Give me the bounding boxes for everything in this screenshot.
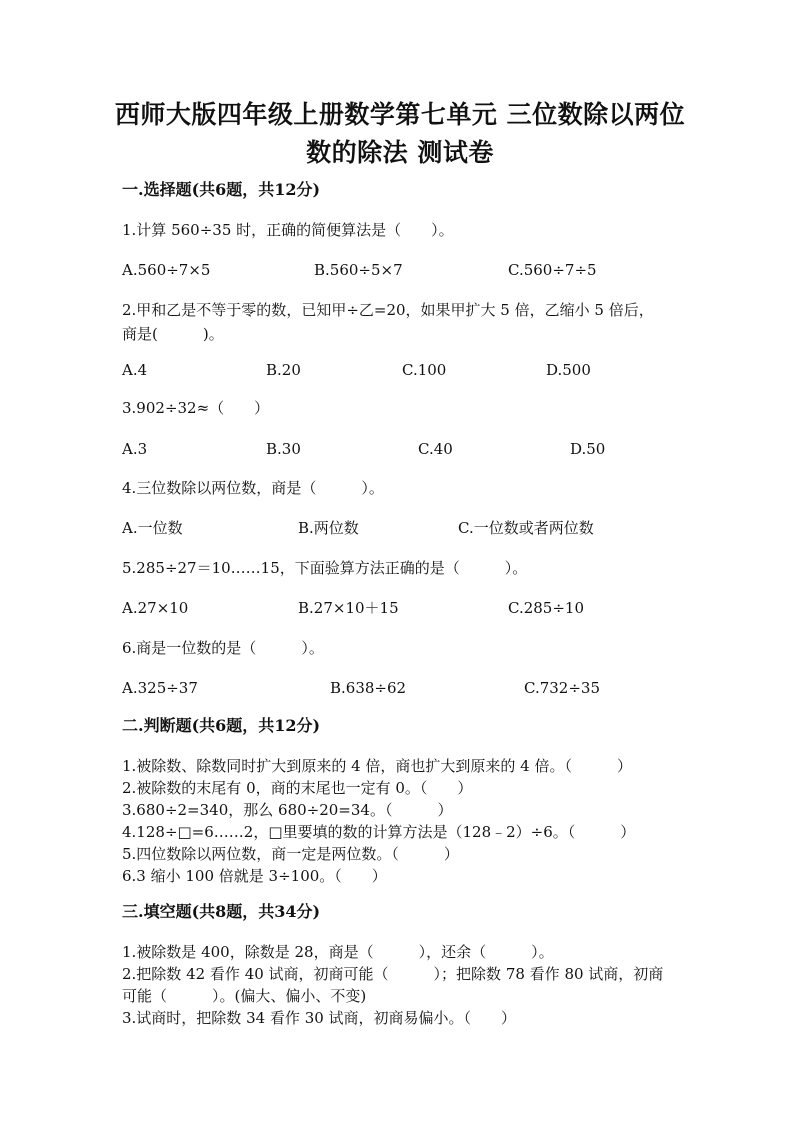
choice-question-5: 5.285÷27＝10……15，下面验算方法正确的是（ ）。	[122, 559, 528, 577]
choice-q6-option-c: C.732÷35	[524, 679, 600, 697]
choice-question-4: 4.三位数除以两位数，商是（ ）。	[122, 479, 384, 497]
true-false-item-5: 5.四位数除以两位数，商一定是两位数。（ ）	[122, 845, 459, 863]
choice-q1-option-a: A.560÷7×5	[122, 261, 211, 279]
section-heading-fill-in: 三.填空题(共8题，共34分)	[122, 902, 321, 921]
choice-q4-option-b: B.两位数	[298, 519, 359, 537]
choice-q2-option-c: C.100	[402, 361, 447, 379]
choice-q6-option-b: B.638÷62	[330, 679, 407, 697]
choice-q5-option-a: A.27×10	[122, 599, 189, 617]
choice-question-6: 6.商是一位数的是（ ）。	[122, 639, 324, 657]
true-false-item-6: 6.3 缩小 100 倍就是 3÷100。（ ）	[122, 867, 387, 885]
fill-in-item-1: 1.被除数是 400，除数是 28，商是（ ），还余（ ）。	[122, 943, 554, 961]
true-false-item-1: 1.被除数、除数同时扩大到原来的 4 倍，商也扩大到原来的 4 倍。（ ）	[122, 757, 632, 775]
choice-q2-option-a: A.4	[122, 361, 148, 379]
choice-q4-option-a: A.一位数	[122, 519, 183, 537]
section-heading-true-false: 二.判断题(共6题，共12分)	[122, 716, 321, 735]
choice-q1-option-b: B.560÷5×7	[314, 261, 403, 279]
choice-q3-option-b: B.30	[266, 440, 301, 458]
choice-q2-option-d: D.500	[546, 361, 591, 379]
choice-q5-option-c: C.285÷10	[508, 599, 584, 617]
choice-q2-option-b: B.20	[266, 361, 301, 379]
choice-question-1: 1.计算 560÷35 时，正确的简便算法是（ ）。	[122, 221, 454, 239]
choice-q4-option-c: C.一位数或者两位数	[458, 519, 594, 537]
fill-in-item-3: 3.试商时，把除数 34 看作 30 试商，初商易偏小。（ ）	[122, 1009, 517, 1027]
choice-question-2-line-1: 2.甲和乙是不等于零的数，已知甲÷乙=20，如果甲扩大 5 倍，乙缩小 5 倍后，	[122, 301, 654, 319]
worksheet-title-line-1: 西师大版四年级上册数学第七单元 三位数除以两位	[114, 100, 686, 129]
fill-in-item-2-line-2: 可能（ ）。(偏大、偏小、不变)	[122, 987, 367, 1005]
true-false-item-2: 2.被除数的末尾有 0，商的末尾也一定有 0。（ ）	[122, 779, 473, 797]
true-false-item-3: 3.680÷2=340，那么 680÷20=34。（ ）	[122, 801, 453, 819]
choice-question-3: 3.902÷32≈（ ）	[122, 399, 270, 417]
choice-question-2-line-2: 商是( )。	[122, 325, 224, 343]
section-heading-choice: 一.选择题(共6题，共12分)	[122, 180, 321, 199]
choice-q3-option-d: D.50	[570, 440, 606, 458]
choice-q5-option-b: B.27×10＋15	[298, 599, 399, 617]
true-false-item-4: 4.128÷□=6……2，□里要填的数的计算方法是（128﹣2）÷6。（ ）	[122, 823, 636, 841]
fill-in-item-2-line-1: 2.把除数 42 看作 40 试商，初商可能（ ）；把除数 78 看作 80 试商，初商	[122, 965, 664, 983]
choice-q6-option-a: A.325÷37	[122, 679, 198, 697]
choice-q1-option-c: C.560÷7÷5	[508, 261, 597, 279]
choice-q3-option-a: A.3	[122, 440, 148, 458]
worksheet-title-line-2: 数的除法 测试卷	[306, 138, 494, 167]
choice-q3-option-c: C.40	[418, 440, 453, 458]
